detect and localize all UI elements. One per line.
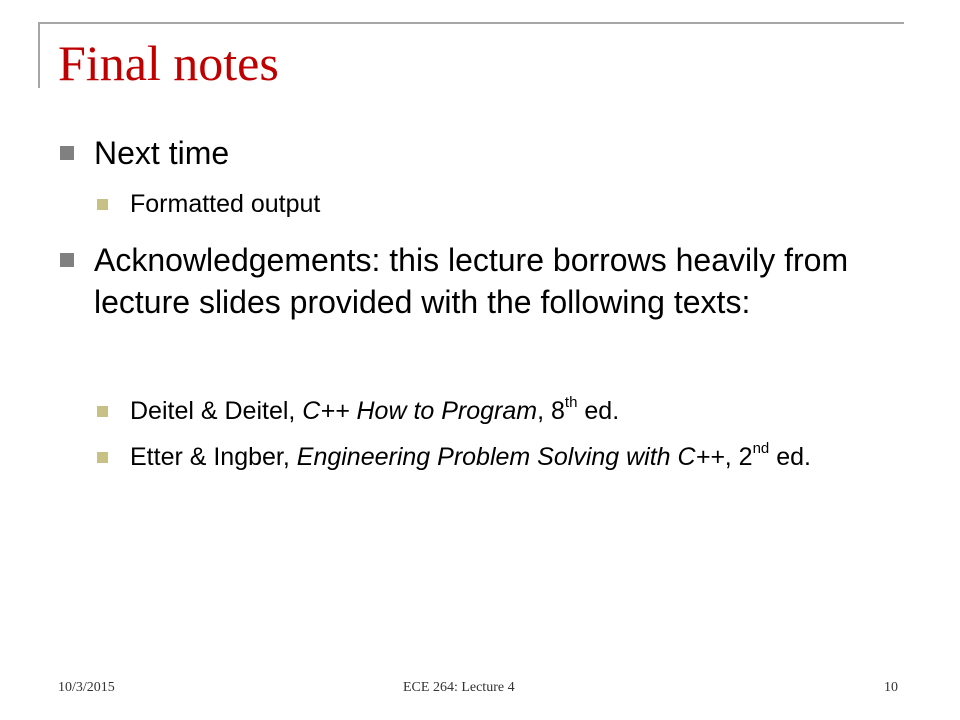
footer-date: 10/3/2015 [58, 680, 115, 695]
book-author: Deitel & Deitel, [130, 397, 303, 425]
bullet-next-time [94, 132, 884, 174]
bullet-text: Next time [94, 135, 230, 171]
book-title: Engineering Problem Solving with C++ [296, 443, 725, 471]
book-edition-number: , 2 [724, 443, 753, 471]
book-edition-number: , 8 [537, 397, 565, 425]
footer-page-number: 10 [884, 680, 898, 695]
subbullet-book-etter [130, 439, 890, 476]
bullet-text: Formatted output [130, 190, 321, 218]
square-bullet-icon [97, 199, 108, 210]
book-edition-label: ed. [577, 397, 620, 425]
bullet-text: Acknowledgements: this lecture borrows heavily from lecture slides provided with the following texts: [94, 242, 849, 320]
square-bullet-icon [60, 253, 74, 267]
book-edition-suffix: nd [752, 440, 770, 458]
book-edition-label: ed. [769, 443, 811, 471]
footer-course: ECE 264: Lecture 4 [403, 680, 515, 695]
square-bullet-icon [60, 146, 74, 160]
subbullet-book-deitel [130, 393, 890, 430]
book-author: Etter & Ingber, [130, 443, 297, 471]
bullet-acknowledgements [94, 239, 884, 323]
book-edition-suffix: th [564, 394, 578, 412]
square-bullet-icon [97, 452, 108, 463]
square-bullet-icon [97, 406, 108, 417]
frame-left-line [38, 22, 40, 88]
book-title: C++ How to Program [302, 397, 538, 425]
frame-top-line [38, 22, 904, 24]
slide-title: Final notes [58, 35, 279, 91]
subbullet-formatted-output [130, 186, 890, 223]
